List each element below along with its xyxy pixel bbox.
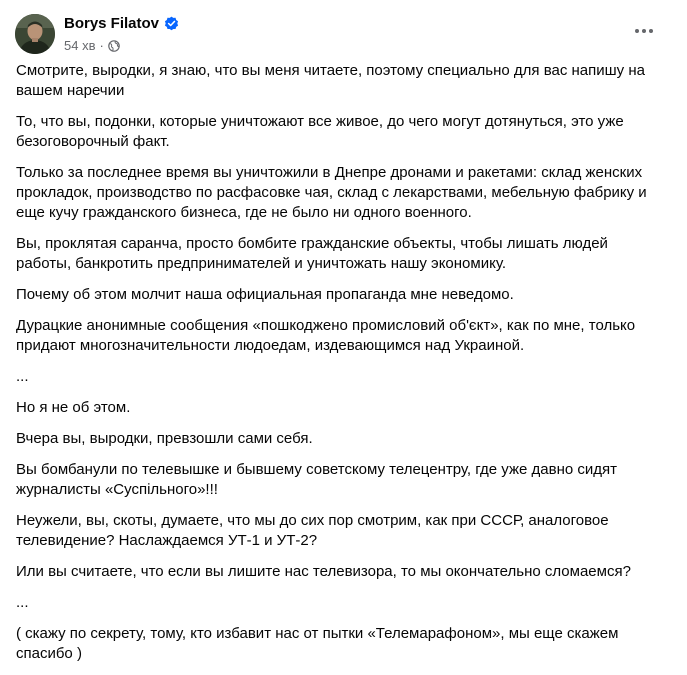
author-name-label[interactable]: Borys Filatov: [64, 15, 160, 32]
more-options-icon: [634, 28, 654, 34]
post-paragraph: Только за последнее время вы уничтожили в Днепре дронами и ракетами: склад женских прокладок, производство по расфасовке чая, склад с лекарствами, мебельную фабрику и еще кучу гражданского бизнеса, где не было ни одного военного.: [16, 164, 647, 221]
post-meta: [64, 38, 120, 53]
post-paragraph: Но я не об этом.: [16, 399, 131, 416]
post-paragraph: Смотрите, выродки, я знаю, что вы меня читаете, поэтому специально для вас напишу на вашем наречии: [16, 62, 645, 99]
post-paragraph: То, что вы, подонки, которые уничтожают все живое, до чего могут дотянуться, это уже безоговорочный факт.: [16, 113, 624, 150]
post-paragraph: ...: [16, 368, 29, 385]
avatar[interactable]: [15, 14, 55, 54]
post-paragraph: Или вы считаете, что если вы лишите нас телевизора, то мы окончательно сломаемся?: [16, 563, 631, 580]
post-timestamp[interactable]: 54 хв: [64, 38, 96, 53]
post-paragraph: Вчера вы, выродки, превзошли сами себя.: [16, 430, 313, 447]
verified-badge-icon: [164, 16, 179, 31]
globe-icon[interactable]: [108, 40, 120, 52]
post-paragraph: Почему об этом молчит наша официальная пропаганда мне неведомо.: [16, 286, 514, 303]
post-paragraph: Вы бомбанули по телевышке и бывшему советскому телецентру, где уже давно сидят журналисты «Суспільного»!!!: [16, 461, 617, 498]
post-paragraph: Вы, проклятая саранча, просто бомбите гражданские объекты, чтобы лишать людей работы, банкротить предпринимателей и уничтожать нашу экономику.: [16, 235, 608, 272]
post-paragraph: ...: [16, 594, 29, 611]
avatar-photo-icon: [15, 14, 55, 54]
more-options-button[interactable]: [629, 16, 659, 46]
meta-separator: ·: [99, 38, 104, 53]
post-paragraph: Неужели, вы, скоты, думаете, что мы до сих пор смотрим, как при СССР, аналоговое телевидение? Наслаждаемся УТ-1 и УТ-2?: [16, 512, 609, 549]
post-text: [16, 61, 666, 675]
post-paragraph: Дурацкие анонимные сообщения «пошкоджено промисловий об'єкт», как по мне, только придают многозначительности людоедам, издевающимся над Украиной.: [16, 317, 636, 354]
post-paragraph: ( скажу по секрету, тому, кто избавит нас от пытки «Телемарафоном», мы еще скажем спасибо ): [16, 625, 619, 662]
author-name[interactable]: [64, 15, 179, 32]
post-header: [15, 12, 673, 54]
